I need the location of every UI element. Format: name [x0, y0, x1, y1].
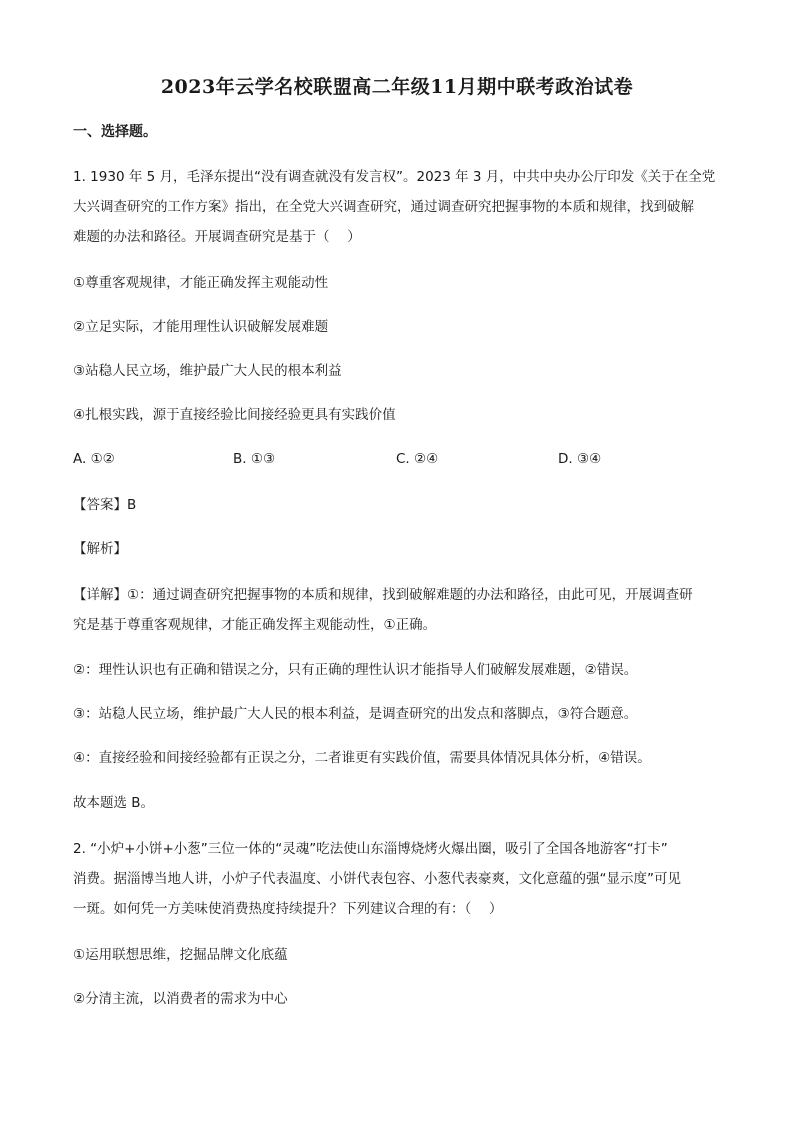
- q1-answer: 【答案】B: [73, 497, 137, 513]
- q1-detail-line-1: 【详解】①：通过调查研究把握事物的本质和规律，找到破解难题的办法和路径，由此可见，开展调查研: [73, 587, 693, 603]
- q1-item-3: ③站稳人民立场，维护最广大人民的根本利益: [73, 363, 342, 379]
- q1-detail-line-5: ④：直接经验和间接经验都有正误之分，二者谁更有实践价值，需要具体情况具体分析，④错误。: [73, 750, 651, 766]
- q1-stem-line-2: 大兴调查研究的工作方案》指出，在全党大兴调查研究，通过调查研究把握事物的本质和规律，找到破解: [73, 199, 694, 215]
- q1-detail-line-3: ②：理性认识也有正确和错误之分，只有正确的理性认识才能指导人们破解发展难题，②错误。: [73, 662, 638, 678]
- section-heading: 一、选择题。: [73, 124, 157, 140]
- q1-analysis-label: 【解析】: [73, 541, 127, 557]
- q1-option-b: B. ①③: [233, 451, 276, 467]
- q1-item-1: ①尊重客观规律，才能正确发挥主观能动性: [73, 275, 329, 291]
- q1-detail-line-2: 究是基于尊重客观规律，才能正确发挥主观能动性，①正确。: [73, 617, 437, 633]
- q1-detail-line-4: ③：站稳人民立场，维护最广大人民的根本利益，是调查研究的出发点和落脚点，③符合题意。: [73, 706, 638, 722]
- q1-stem-line-3: 难题的办法和路径。开展调查研究是基于（ ）: [73, 229, 361, 245]
- q2-stem-line-1: 2. “小炉+小饼+小葱”三位一体的“灵魂”吃法使山东淄博烧烤火爆出圈，吸引了全国各地游客“打卡”: [73, 841, 668, 857]
- q1-option-c: C. ②④: [396, 451, 439, 467]
- q2-item-2: ②分清主流，以消费者的需求为中心: [73, 991, 288, 1007]
- q1-item-2: ②立足实际，才能用理性认识破解发展难题: [73, 319, 329, 335]
- q1-options: [73, 451, 733, 471]
- q1-stem-line-1: 1. 1930 年 5 月，毛泽东提出“没有调查就没有发言权”。2023 年 3 月，中共中央办公厅印发《关于在全党: [73, 169, 716, 185]
- page-title: 2023年云学名校联盟高二年级11月期中联考政治试卷: [160, 76, 634, 98]
- q1-option-d: D. ③④: [558, 451, 602, 467]
- q2-stem-line-2: 消费。据淄博当地人讲，小炉子代表温度、小饼代表包容、小葱代表豪爽，文化意蕴的强“显示度”可见: [73, 871, 681, 887]
- q1-item-4: ④扎根实践，源于直接经验比间接经验更具有实践价值: [73, 407, 396, 423]
- q2-stem-line-3: 一斑。如何凭一方美味使消费热度持续提升？下列建议合理的有：（ ）: [73, 901, 503, 917]
- q2-item-1: ①运用联想思维，挖掘品牌文化底蕴: [73, 947, 288, 963]
- q1-option-a: A. ①②: [73, 451, 115, 467]
- q1-detail-line-6: 故本题选 B。: [73, 795, 155, 811]
